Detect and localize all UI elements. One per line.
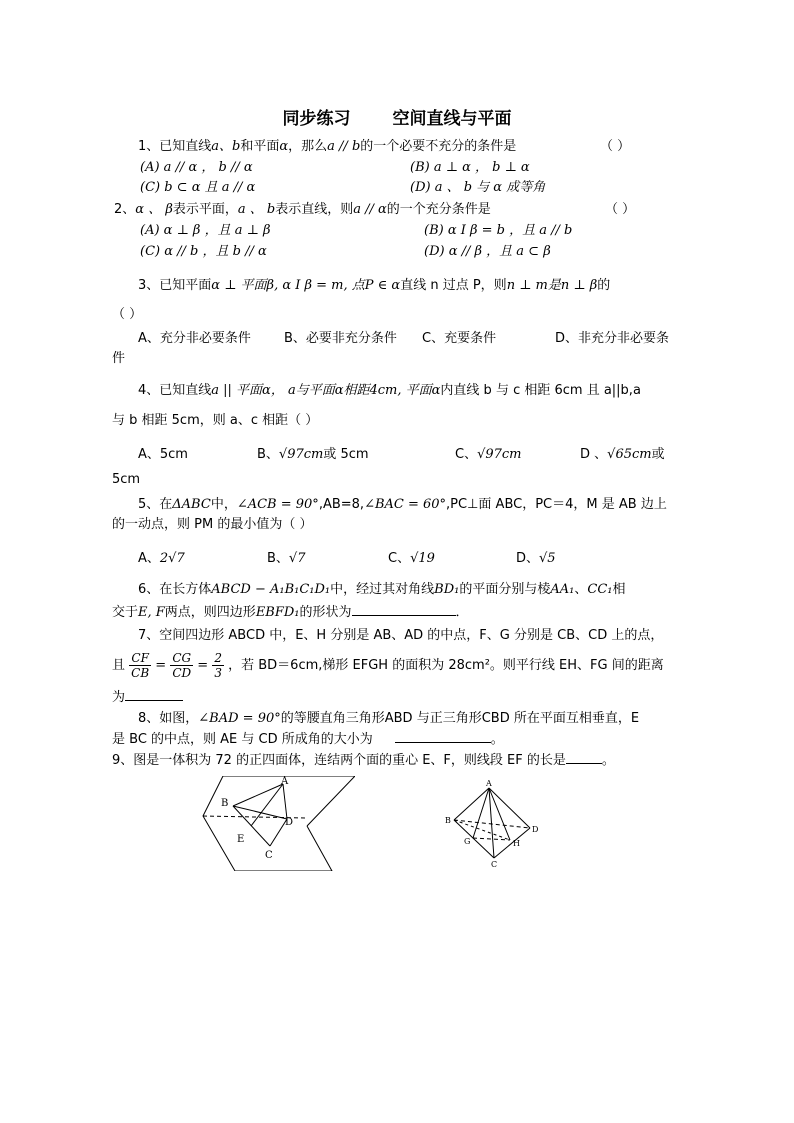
- q6-line2-f: ．: [455, 605, 469, 620]
- q8-stem-b: ∠BAD = 90°: [198, 711, 281, 726]
- q7-post: ，若 BD＝6cm,梯形 EFGH 的面积为 28cm²。则平行线 EH、FG 间的距离: [228, 658, 664, 673]
- q5-option-a-pre: A、: [138, 551, 160, 566]
- q9-stem: [112, 751, 615, 770]
- q8-stem-c: 的等腰直角三角形ABD 与正三角形CBD 所在平面互相垂直，E: [280, 711, 640, 726]
- q5-option-d-pre: D、: [516, 551, 540, 566]
- q6-stem-h: CC₁: [587, 582, 613, 597]
- q9-answer-blank[interactable]: [566, 751, 602, 764]
- q4-option-b-value: √97cm: [278, 447, 324, 462]
- q7-fraction-2-3: [212, 651, 224, 680]
- q6-line2-e: 的形状为: [299, 605, 352, 620]
- q4-stem-c: 内直线 b 与 c 相距 6cm 且 a||b,a: [440, 383, 641, 398]
- q2-stem-g: 的一个充分条件是: [386, 202, 491, 217]
- q4-stem-b: a || 平面α， a与平面α相距4cm, 平面α: [211, 383, 441, 398]
- fig1-label-d: D: [285, 817, 294, 828]
- q5-stem-g: ,PC⊥面 ABC，PC＝4，M 是 AB 边上: [446, 497, 667, 512]
- q3-option-d-wrap: 件: [112, 351, 126, 366]
- fig2-label-a: A: [486, 779, 492, 788]
- fig2-edge-dc: [494, 828, 530, 858]
- q3-stem-b: α ⊥ 平面β, α I β = m, 点P ∈ α: [211, 278, 401, 293]
- q6-stem-g: 、: [574, 582, 588, 597]
- q2-option-d: (D) α // β ，且 a ⊂ β: [424, 244, 551, 259]
- q6-stem: [138, 581, 626, 599]
- page-title: [0, 104, 794, 129]
- q3-paren: （ ）: [112, 307, 143, 322]
- q5-option-a-value: 2√7: [159, 551, 185, 566]
- q6-line2-c: 两点，则四边形: [164, 605, 256, 620]
- q5-option-c-value: √19: [410, 551, 435, 566]
- q4-option-d: [580, 446, 665, 464]
- q2-paren: （ ）: [605, 202, 636, 217]
- q1-option-d: (D) a 、 b 与 α 成等角: [410, 180, 546, 195]
- q7-line1: 7、空间四边形 ABCD 中，E、H 分别是 AB、AD 的中点，F、G 分别是 CB、CD 上的点，: [138, 628, 664, 643]
- fig2-label-h: H: [513, 839, 520, 848]
- q5-option-a: [138, 550, 185, 568]
- fig1-edge-ba: [233, 784, 283, 806]
- q7-answer-blank[interactable]: [125, 688, 183, 701]
- q6-answer-blank[interactable]: [352, 603, 456, 616]
- q5-option-d-value: √5: [539, 551, 556, 566]
- q6-line2-d: EBFD₁: [255, 605, 300, 620]
- q6-stem-d: BD₁: [434, 582, 460, 597]
- q4-option-d-wrap: 5cm: [112, 472, 141, 487]
- q4-option-b-post: 或 5cm: [323, 447, 369, 462]
- q1-stem-f: a // b: [327, 139, 361, 154]
- q7-frac2-den: CD: [172, 666, 192, 680]
- q5-stem-c: 中，: [210, 497, 237, 512]
- fig1-edge-ae: [251, 784, 283, 826]
- q7-frac1-den: CB: [131, 666, 150, 680]
- fig1-edge-ad: [283, 784, 287, 819]
- q4-option-b: [257, 446, 369, 464]
- q2-stem-f: a // α: [353, 202, 387, 217]
- q5-option-c: [388, 550, 435, 568]
- q3-stem: [138, 277, 610, 295]
- q3-option-b: B、必要非充分条件: [284, 331, 397, 346]
- q7-frac2-num: CG: [170, 651, 193, 666]
- q6-line2-b: E, F: [138, 605, 165, 620]
- fig1-label-e: E: [237, 834, 245, 845]
- fig1-label-a: A: [281, 776, 289, 787]
- q1-stem: [138, 138, 516, 156]
- q7-line3-text: 为: [112, 690, 126, 705]
- q9-end: 。: [601, 753, 615, 768]
- fig2-label-c: C: [491, 860, 498, 868]
- q4-option-b-pre: B、: [257, 447, 279, 462]
- q3-option-c: C、充要条件: [422, 331, 497, 346]
- q8-line2: [112, 730, 504, 749]
- q4-option-d-value: √65cm: [607, 447, 652, 462]
- q3-option-a: A、充分非必要条件: [138, 331, 251, 346]
- q1-option-b: (B) a ⊥ α ， b ⊥ α: [410, 160, 530, 175]
- q3-option-d: D、非充分非必要条: [555, 331, 670, 346]
- q9-text: 9、图是一体积为 72 的正四面体，连结两个面的重心 E、F，则线段 EF 的长是: [112, 753, 566, 768]
- q3-stem-c: 直线 n 过点 P，则: [400, 278, 507, 293]
- q7-fraction-cg-cd: [170, 651, 193, 680]
- q6-stem-f: AA₁: [550, 582, 575, 597]
- q5-stem-d: ∠ACB = 90°: [236, 497, 319, 512]
- q2-stem-b: α 、 β: [135, 202, 173, 217]
- q4-option-c: [455, 446, 522, 464]
- q3-stem-a: 3、已知平面: [138, 278, 212, 293]
- q5-stem-e: ,AB=8,: [318, 497, 365, 512]
- q1-stem-d: α: [279, 139, 289, 154]
- fig2-edge-gh: [473, 838, 510, 840]
- q6-stem-b: ABCD − A₁B₁C₁D₁: [211, 582, 331, 597]
- q4-option-c-value: √97cm: [477, 447, 522, 462]
- q5-stem: [138, 496, 667, 514]
- q4-option-c-pre: C、: [455, 447, 478, 462]
- fig2-label-g: G: [464, 837, 471, 846]
- q7-frac3-num: 2: [214, 651, 222, 665]
- q5-stem-b: ΔABC: [172, 497, 211, 512]
- q4-option-d-pre: D 、: [580, 447, 608, 462]
- q5-option-c-pre: C、: [388, 551, 411, 566]
- q5-option-d: [516, 550, 556, 568]
- fig2-label-b: B: [445, 816, 451, 825]
- q7-line2: 且 $\frac{CF}{CB}$ = $\frac{CG}{CD}$ = $\frac{2}{3}$ ，若 BD＝6cm,梯形 EFGH 的面积为 28cm²。则平行线 EH、FG 间的距离: [112, 651, 664, 680]
- q7-frac3-den: 3: [214, 666, 222, 680]
- q2-stem: [114, 201, 491, 219]
- q7-fraction-cf-cb: [129, 651, 151, 680]
- q1-stem-c: 和平面: [240, 139, 280, 154]
- q6-stem-e: 的平面分别与棱: [459, 582, 551, 597]
- q6-stem-i: 相: [612, 582, 626, 597]
- q3-stem-e: 的: [597, 278, 611, 293]
- q1-stem-b: a、b: [211, 139, 241, 154]
- q2-stem-c: 表示平面，: [172, 202, 238, 217]
- q2-option-a: (A) α ⊥ β ，且 a ⊥ β: [140, 223, 271, 238]
- q8-line2-text: 是 BC 的中点，则 AE 与 CD 所成角的大小为: [112, 732, 373, 747]
- q1-option-a: (A) a // α ， b // α: [140, 160, 253, 175]
- q4-stem: [138, 382, 641, 400]
- q5-option-b-pre: B、: [267, 551, 289, 566]
- q1-stem-e: ，那么: [288, 139, 328, 154]
- title-right: 空间直线与平面: [392, 109, 512, 129]
- q5-option-b: [267, 550, 305, 568]
- q8-stem-a: 8、如图，: [138, 711, 199, 726]
- q4-stem-a: 4、已知直线: [138, 383, 212, 398]
- q2-stem-e: 表示直线，则: [275, 202, 354, 217]
- fig1-label-b: B: [221, 798, 229, 809]
- q8-line2-end: 。: [490, 732, 504, 747]
- figure-perpendicular-planes: [195, 776, 355, 871]
- q6-stem-c: 中，经过其对角线: [330, 582, 435, 597]
- q5-stem-f: ∠BAC = 60°: [364, 497, 447, 512]
- q5-line2: 的一动点，则 PM 的最小值为（ ）: [112, 517, 313, 532]
- q2-stem-a: 2、: [114, 202, 136, 217]
- q4-option-d-post: 或: [651, 447, 665, 462]
- fig1-label-c: C: [265, 850, 273, 861]
- q8-stem: [138, 710, 639, 728]
- q3-stem-d: n ⊥ m是n ⊥ β: [506, 278, 598, 293]
- q7-frac1-num: CF: [129, 651, 151, 666]
- title-left: 同步练习: [282, 109, 351, 129]
- q7-line3: [112, 688, 183, 707]
- q1-option-c: (C) b ⊂ α 且 a // α: [140, 180, 256, 195]
- q6-line2-a: 交于: [112, 605, 139, 620]
- q5-option-b-value: √7: [288, 551, 306, 566]
- q4-line2: 与 b 相距 5cm，则 a、c 相距（ ）: [112, 413, 319, 428]
- q2-stem-d: a 、 b: [237, 202, 276, 217]
- fig2-label-d: D: [532, 825, 539, 834]
- q2-option-b: (B) α I β = b ，且 a // b: [424, 223, 573, 238]
- figure-tetrahedron: [442, 778, 546, 868]
- q6-stem-a: 6、在长方体: [138, 582, 212, 597]
- q6-line2: [112, 603, 469, 622]
- q4-option-a: A、5cm: [138, 447, 188, 462]
- fig2-edge-ad: [489, 788, 530, 828]
- q5-stem-a: 5、在: [138, 497, 173, 512]
- q7-pre: 且: [112, 658, 126, 673]
- q1-paren: （ ）: [600, 139, 631, 154]
- q1-stem-a: 1、已知直线: [138, 139, 212, 154]
- q8-answer-blank[interactable]: [395, 730, 491, 743]
- q1-stem-g: 的一个必要不充分的条件是: [360, 139, 517, 154]
- q2-option-c: (C) α // b ，且 b // α: [140, 244, 267, 259]
